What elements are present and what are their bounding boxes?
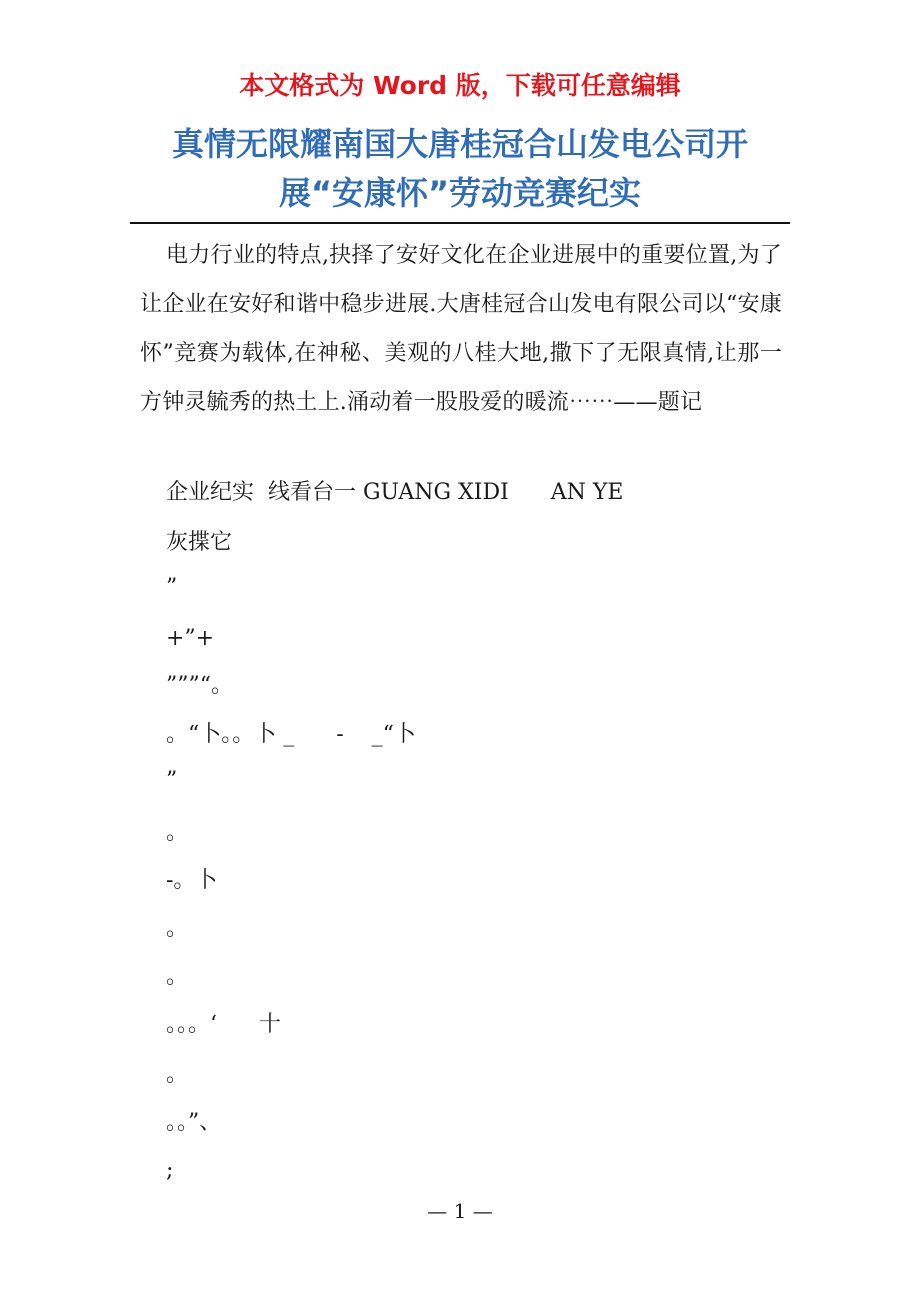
text-line: ” bbox=[166, 768, 178, 793]
text-line: 。 bbox=[166, 1062, 189, 1087]
section-header-line: 企业纪实 线看台一 GUANG XIDI AN YE bbox=[166, 480, 624, 505]
text-line: -。卜 bbox=[166, 868, 218, 893]
intro-paragraph: 电力行业的特点,抉择了安好文化在企业进展中的重要位置,为了让企业在安好和谐中稳步进展.大唐桂冠合山发电有限公司以“安康怀”竞赛为载体,在神秘、美观的八桂大地,撒下了无限真情,让那一方钟灵毓秀的热土上.涌动着一股股爱的暖流⋯⋯——题记 bbox=[140, 243, 782, 415]
page-number: — 1 — bbox=[427, 1199, 493, 1223]
download-banner: 本文格式为 Word 版，下载可任意编辑 bbox=[239, 71, 681, 100]
title-divider bbox=[130, 222, 790, 224]
text-line: +”+ bbox=[166, 626, 215, 651]
text-line: 。“卜。。卜 _ - _“卜 bbox=[166, 722, 416, 747]
text-line: 。。。‘ 十 bbox=[166, 1012, 281, 1037]
text-line: ” bbox=[166, 575, 178, 600]
text-line: 。 bbox=[166, 916, 189, 941]
text-line: ”””“。 bbox=[166, 673, 233, 698]
title-line-1: 真情无限耀南国大唐桂冠合山发电公司开 bbox=[171, 125, 748, 163]
title-line-2: 展“安康怀”劳动竞赛纪实 bbox=[278, 174, 642, 212]
text-line: 。 bbox=[166, 964, 189, 989]
text-line: 灰揲它 bbox=[166, 530, 233, 555]
text-line: 。。”、 bbox=[166, 1110, 222, 1135]
article-title bbox=[130, 120, 790, 218]
text-line: 。 bbox=[166, 820, 189, 845]
text-line: ; bbox=[166, 1158, 174, 1183]
